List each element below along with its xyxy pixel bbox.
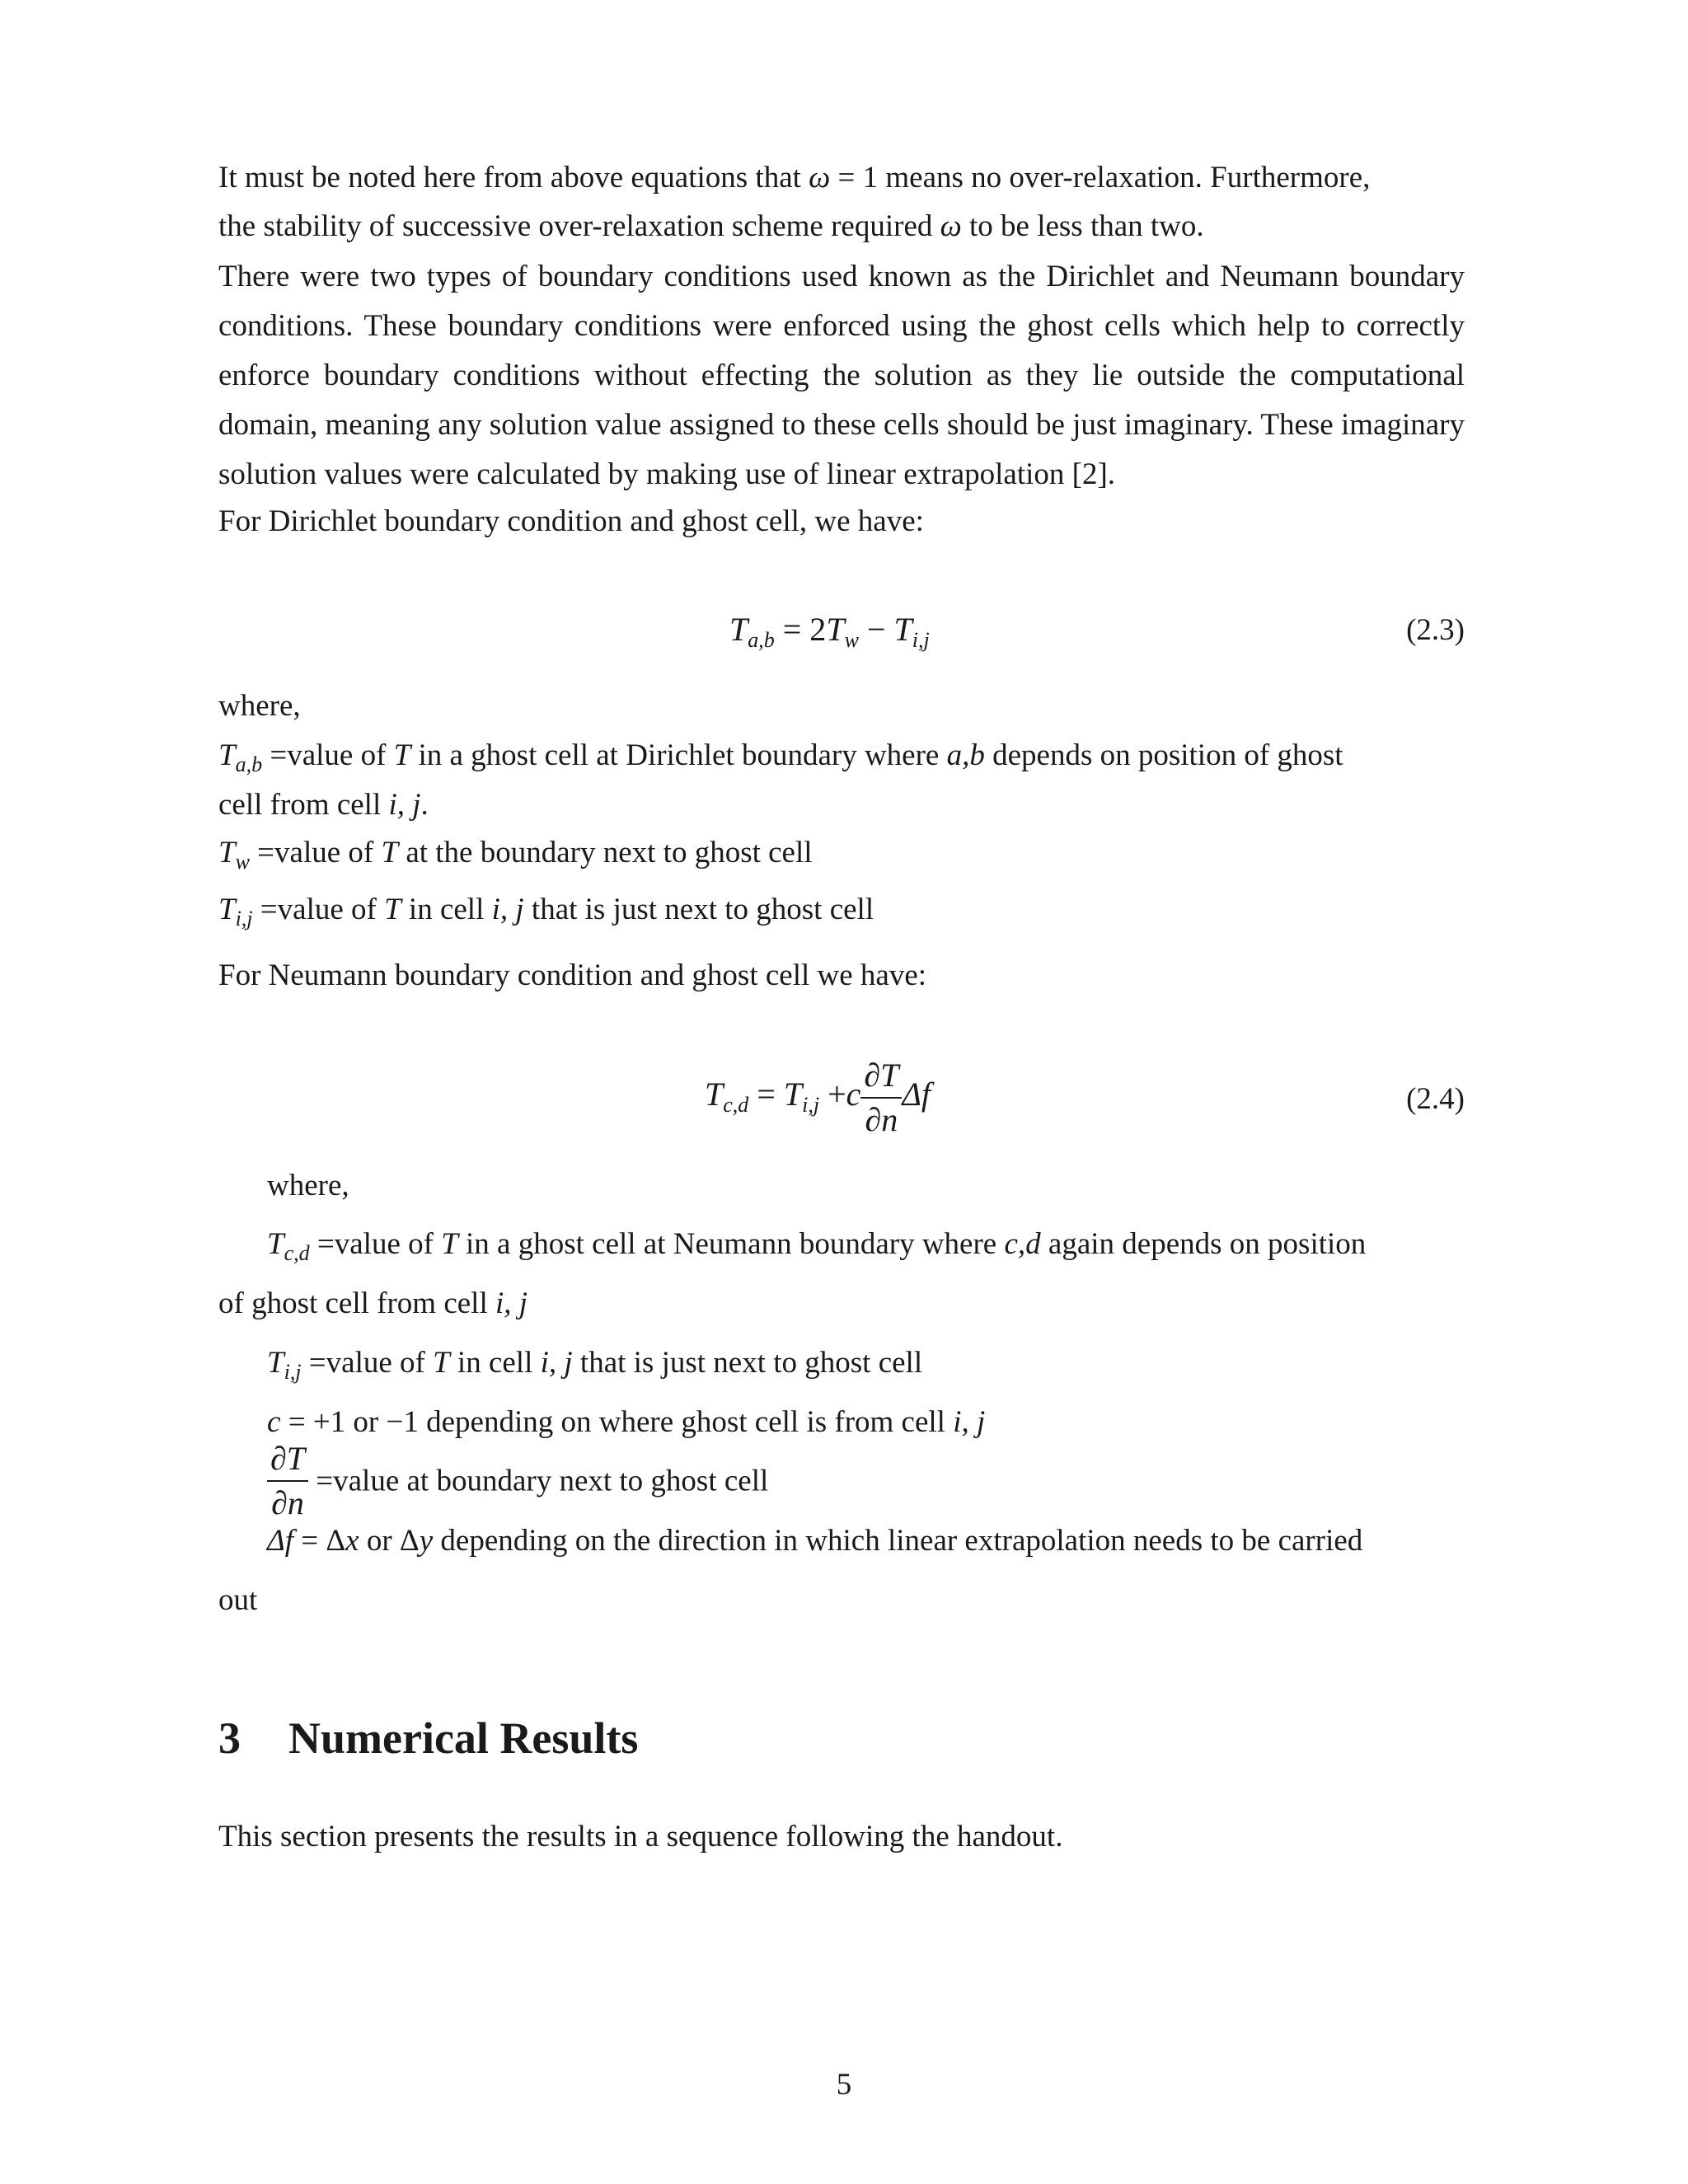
def-text: at the boundary next to ghost cell: [406, 836, 813, 869]
equation-number-2-3: (2.3): [1406, 613, 1465, 647]
def-text: that is just next to ghost cell: [531, 893, 874, 926]
def-text: =value of: [260, 893, 377, 926]
fraction-numerator: ∂T: [267, 1442, 308, 1482]
tw-definition: [218, 835, 813, 874]
df-definition-line-2: out: [218, 1583, 258, 1617]
def-subscript: c,d: [284, 1241, 310, 1265]
def-text: = Δ: [301, 1524, 346, 1558]
eq-symbol: T: [783, 1076, 803, 1113]
eq-symbol: Δf: [902, 1076, 931, 1113]
dirichlet-intro: For Dirichlet boundary condition and ghost cell, we have:: [218, 504, 924, 538]
def-text: in a ghost cell at Neumann boundary where: [466, 1227, 997, 1261]
tab-definition-line-2: [218, 787, 429, 823]
eq-operator: = 2: [782, 611, 827, 648]
intro-line-1-text-b: = 1 means no over-relaxation. Furthermore,: [837, 161, 1371, 194]
def-text: =value of: [308, 1346, 425, 1380]
def-symbol: T: [384, 893, 401, 926]
section-title: Numerical Results: [288, 1713, 639, 1763]
intro-line-1-text-a: It must be noted here from above equations that: [218, 161, 801, 194]
eq-symbol: T: [705, 1076, 724, 1113]
tcd-definition-line-1: [267, 1226, 1366, 1263]
equation-2-3: [729, 610, 930, 652]
intro-line-1: [218, 160, 1370, 196]
eq-operator: +: [828, 1076, 846, 1113]
tij-definition: [218, 892, 874, 928]
def-symbol: i, j: [388, 788, 421, 822]
where-label: where,: [218, 689, 301, 723]
def-symbol: x: [345, 1524, 359, 1558]
def-symbol: T: [218, 893, 236, 926]
def-symbol: T: [218, 836, 236, 869]
def-symbol: y: [419, 1524, 434, 1558]
def-symbol: Δf: [267, 1524, 293, 1558]
def-symbol: c: [267, 1405, 281, 1439]
def-text: = +1 or −1 depending on where ghost cell is from cell: [288, 1405, 945, 1439]
eq-operator: =: [757, 1076, 776, 1113]
def-subscript: i,j: [284, 1360, 302, 1384]
def-text: or Δ: [366, 1524, 420, 1558]
def-subscript: a,b: [235, 752, 263, 776]
df-definition-line-1: [267, 1523, 1362, 1559]
def-symbol: T: [393, 738, 411, 772]
section-intro: This section presents the results in a sequence following the handout.: [218, 1820, 1063, 1854]
def-text: =value of: [316, 1227, 434, 1261]
def-text: =value of: [257, 836, 374, 869]
intro-line-2-text-a: the stability of successive over-relaxation scheme required: [218, 209, 933, 243]
eq-subscript: i,j: [802, 1093, 820, 1118]
def-text: cell from cell: [218, 788, 382, 822]
dT-dn-fraction-def: [267, 1442, 308, 1520]
omega-symbol: ω: [940, 209, 962, 243]
fraction-denominator: ∂n: [271, 1484, 304, 1521]
def-text: of ghost cell from cell: [218, 1286, 488, 1320]
where-label-2: where,: [267, 1169, 349, 1202]
dtdn-definition: [267, 1442, 768, 1520]
intro-line-2-text-b: to be less than two.: [969, 209, 1204, 243]
def-text: .: [420, 788, 429, 822]
equation-number-2-4: (2.4): [1406, 1082, 1465, 1116]
boundary-conditions-paragraph: There were two types of boundary conditions used known as the Dirichlet and Neumann boundary conditions. These boundary conditions were enforced using the ghost cells which help to correctly enforce boundary conditions without effecting the solution as they lie outside the computational domain, meaning any solution value assigned to these cells should be just imaginary. These imaginary solution values were calculated by making use of linear extrapolation [2].: [218, 260, 1465, 491]
eq-subscript: w: [844, 628, 859, 652]
eq-subscript: a,b: [748, 628, 775, 652]
def-symbol: T: [381, 836, 399, 869]
eq-operator: −: [866, 611, 886, 648]
def-symbol: c,d: [1004, 1227, 1041, 1261]
tcd-definition-line-2: [218, 1286, 528, 1322]
equation-2-4: [705, 1059, 931, 1137]
def-text: in cell: [408, 893, 485, 926]
section-heading: [218, 1713, 638, 1764]
def-symbol: a,b: [946, 738, 985, 772]
def-symbol: i, j: [953, 1405, 986, 1439]
def-symbol: T: [441, 1227, 458, 1261]
eq-subscript: i,j: [912, 628, 930, 652]
def-text: depending on the direction in which linear extrapolation needs to be carried: [440, 1524, 1363, 1558]
intro-line-2: [218, 209, 1204, 245]
def-symbol: i, j: [540, 1346, 573, 1380]
def-text: =value at boundary next to ghost cell: [316, 1464, 769, 1498]
eq-subscript: c,d: [723, 1093, 749, 1118]
tij-definition-2: [267, 1345, 923, 1384]
eq-symbol: T: [893, 611, 912, 648]
def-text: in a ghost cell at Dirichlet boundary where: [418, 738, 940, 772]
eq-symbol: c: [846, 1076, 861, 1113]
section-number: 3: [218, 1713, 241, 1763]
def-text: in cell: [457, 1346, 533, 1380]
dT-dn-fraction: [860, 1059, 902, 1137]
def-symbol: T: [267, 1227, 284, 1261]
eq-symbol: T: [826, 611, 845, 648]
fraction-denominator: ∂n: [865, 1101, 898, 1138]
neumann-intro: For Neumann boundary condition and ghost cell we have:: [218, 958, 927, 992]
def-symbol: T: [433, 1346, 450, 1380]
def-symbol: T: [218, 738, 236, 772]
def-subscript: w: [235, 850, 250, 874]
def-text: again depends on position: [1048, 1227, 1367, 1261]
def-subscript: i,j: [235, 907, 253, 930]
eq-symbol: T: [729, 611, 748, 648]
def-symbol: T: [267, 1346, 284, 1380]
c-definition: [267, 1404, 985, 1441]
def-text: depends on position of ghost: [992, 738, 1343, 772]
tab-definition-left: [218, 738, 1343, 774]
def-text: =value of: [270, 738, 387, 772]
omega-symbol: ω: [809, 161, 831, 194]
page-number: 5: [836, 2068, 852, 2102]
def-symbol: i, j: [495, 1286, 528, 1320]
tab-definition-line-1: [218, 738, 1465, 774]
fraction-numerator: ∂T: [860, 1059, 902, 1099]
def-symbol: i, j: [491, 893, 524, 926]
def-text: that is just next to ghost cell: [579, 1346, 923, 1380]
